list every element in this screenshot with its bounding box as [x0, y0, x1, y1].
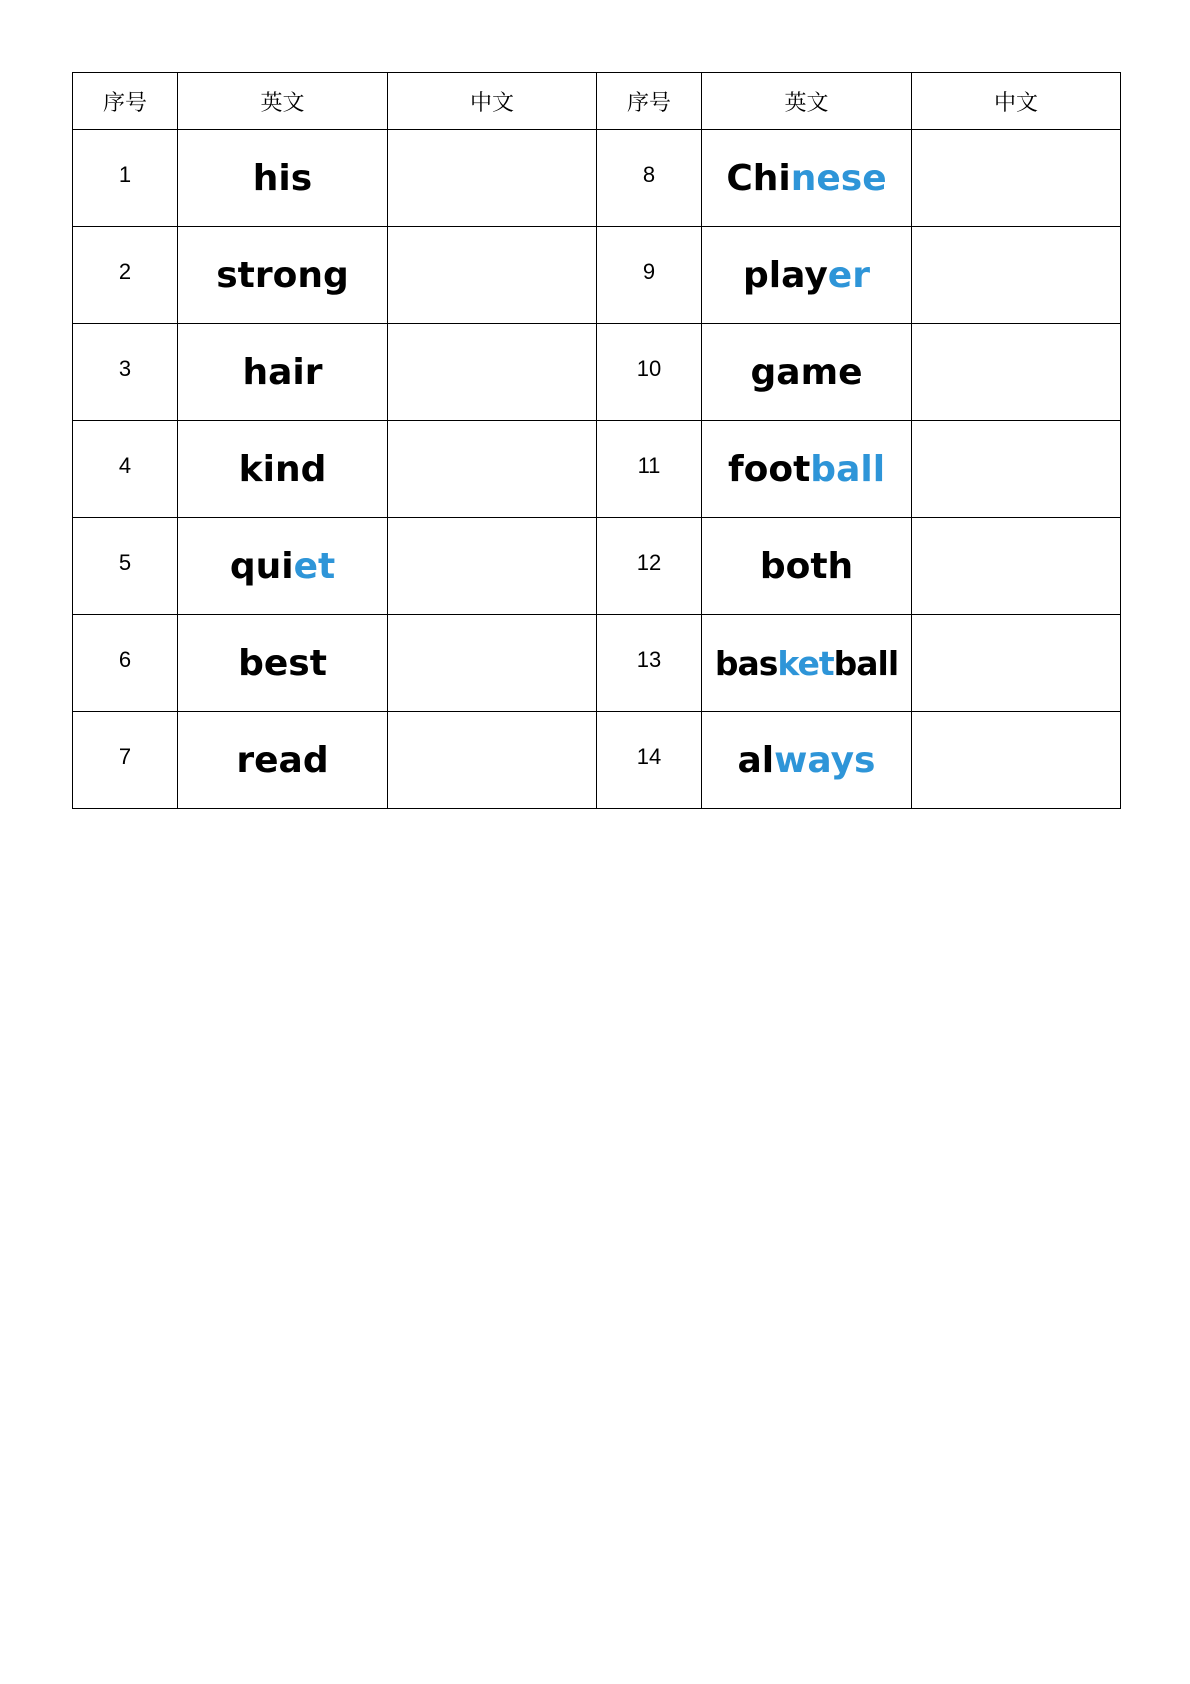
row-number: 4: [118, 453, 132, 478]
chinese-answer-cell[interactable]: [912, 712, 1121, 809]
english-cell: [702, 324, 912, 421]
vocab-table: [72, 72, 1121, 809]
table-row: [73, 324, 1121, 421]
row-number: 6: [118, 647, 132, 672]
row-number: 10: [636, 356, 662, 381]
number-cell: [73, 421, 178, 518]
row-number: 3: [118, 356, 132, 381]
word-part: game: [750, 351, 863, 393]
word-part: foot: [727, 448, 811, 490]
header-chinese: [388, 73, 597, 130]
number-cell: [73, 518, 178, 615]
word-part: bas: [714, 643, 778, 683]
table-row: [73, 615, 1121, 712]
chinese-answer-cell[interactable]: [912, 227, 1121, 324]
english-word: [238, 643, 327, 684]
english-word: [253, 158, 312, 199]
number-cell: [73, 130, 178, 227]
english-word: [743, 255, 870, 296]
word-highlight: er: [827, 254, 870, 296]
word-part: qui: [229, 545, 294, 587]
english-cell: [702, 130, 912, 227]
number-cell: [597, 227, 702, 324]
chinese-answer-cell[interactable]: [388, 130, 597, 227]
row-number: 13: [636, 647, 662, 672]
header-label: 序号: [626, 90, 671, 116]
english-cell: [702, 227, 912, 324]
header-label: 英文: [784, 90, 829, 116]
number-cell: [597, 324, 702, 421]
number-cell: [73, 712, 178, 809]
chinese-answer-cell[interactable]: [912, 421, 1121, 518]
number-cell: [597, 615, 702, 712]
word-highlight: ways: [774, 739, 876, 781]
word-highlight: et: [293, 545, 336, 587]
word-part: al: [737, 739, 775, 781]
chinese-answer-cell[interactable]: [912, 324, 1121, 421]
chinese-answer-cell[interactable]: [912, 615, 1121, 712]
english-word: [728, 449, 885, 490]
english-word: [239, 449, 327, 490]
number-cell: [73, 227, 178, 324]
header-row: [73, 73, 1121, 130]
table-row: [73, 421, 1121, 518]
english-cell: [178, 518, 388, 615]
english-word: [216, 255, 349, 296]
table-row: [73, 712, 1121, 809]
number-cell: [597, 712, 702, 809]
english-word: [715, 644, 898, 683]
english-word: [236, 740, 328, 781]
row-number: 2: [118, 259, 132, 284]
chinese-answer-cell[interactable]: [388, 227, 597, 324]
chinese-answer-cell[interactable]: [388, 712, 597, 809]
english-word: [760, 546, 853, 587]
word-part: Chi: [726, 157, 791, 199]
row-number: 9: [642, 259, 656, 284]
row-number: 14: [636, 744, 662, 769]
english-word: [726, 158, 886, 199]
number-cell: [597, 421, 702, 518]
english-word: [230, 546, 335, 587]
word-part: strong: [216, 254, 349, 296]
english-word: [751, 352, 863, 393]
number-cell: [73, 324, 178, 421]
english-cell: [702, 712, 912, 809]
english-cell: [702, 615, 912, 712]
english-word: [738, 740, 876, 781]
header-number: [597, 73, 702, 130]
chinese-answer-cell[interactable]: [388, 421, 597, 518]
row-number: 8: [642, 162, 656, 187]
number-cell: [597, 518, 702, 615]
word-highlight: nese: [790, 157, 887, 199]
word-highlight: ball: [810, 448, 886, 490]
english-word: [242, 352, 322, 393]
word-part: read: [236, 739, 329, 781]
row-number: 11: [637, 453, 661, 478]
word-part: his: [252, 157, 313, 199]
header-label: 英文: [260, 90, 305, 116]
header-english: [178, 73, 388, 130]
english-cell: [702, 518, 912, 615]
header-label: 序号: [102, 90, 147, 116]
english-cell: [178, 421, 388, 518]
word-part: play: [743, 254, 828, 296]
header-chinese: [912, 73, 1121, 130]
english-cell: [178, 615, 388, 712]
table-row: [73, 227, 1121, 324]
word-part: hair: [242, 351, 323, 393]
chinese-answer-cell[interactable]: [388, 324, 597, 421]
table-row: [73, 518, 1121, 615]
word-part: kind: [238, 448, 327, 490]
row-number: 12: [636, 550, 662, 575]
number-cell: [597, 130, 702, 227]
number-cell: [73, 615, 178, 712]
chinese-answer-cell[interactable]: [912, 518, 1121, 615]
chinese-answer-cell[interactable]: [912, 130, 1121, 227]
word-part: ball: [833, 643, 899, 683]
header-label: 中文: [993, 90, 1038, 116]
header-label: 中文: [469, 90, 514, 116]
chinese-answer-cell[interactable]: [388, 615, 597, 712]
row-number: 1: [118, 162, 132, 187]
header-english: [702, 73, 912, 130]
english-cell: [178, 324, 388, 421]
row-number: 5: [118, 550, 132, 575]
header-number: [73, 73, 178, 130]
english-cell: [178, 712, 388, 809]
chinese-answer-cell[interactable]: [388, 518, 597, 615]
table-row: [73, 130, 1121, 227]
word-part: both: [759, 545, 854, 587]
english-cell: [178, 227, 388, 324]
english-cell: [702, 421, 912, 518]
word-highlight: ket: [777, 643, 834, 683]
english-cell: [178, 130, 388, 227]
word-part: best: [238, 642, 327, 684]
row-number: 7: [118, 744, 132, 769]
